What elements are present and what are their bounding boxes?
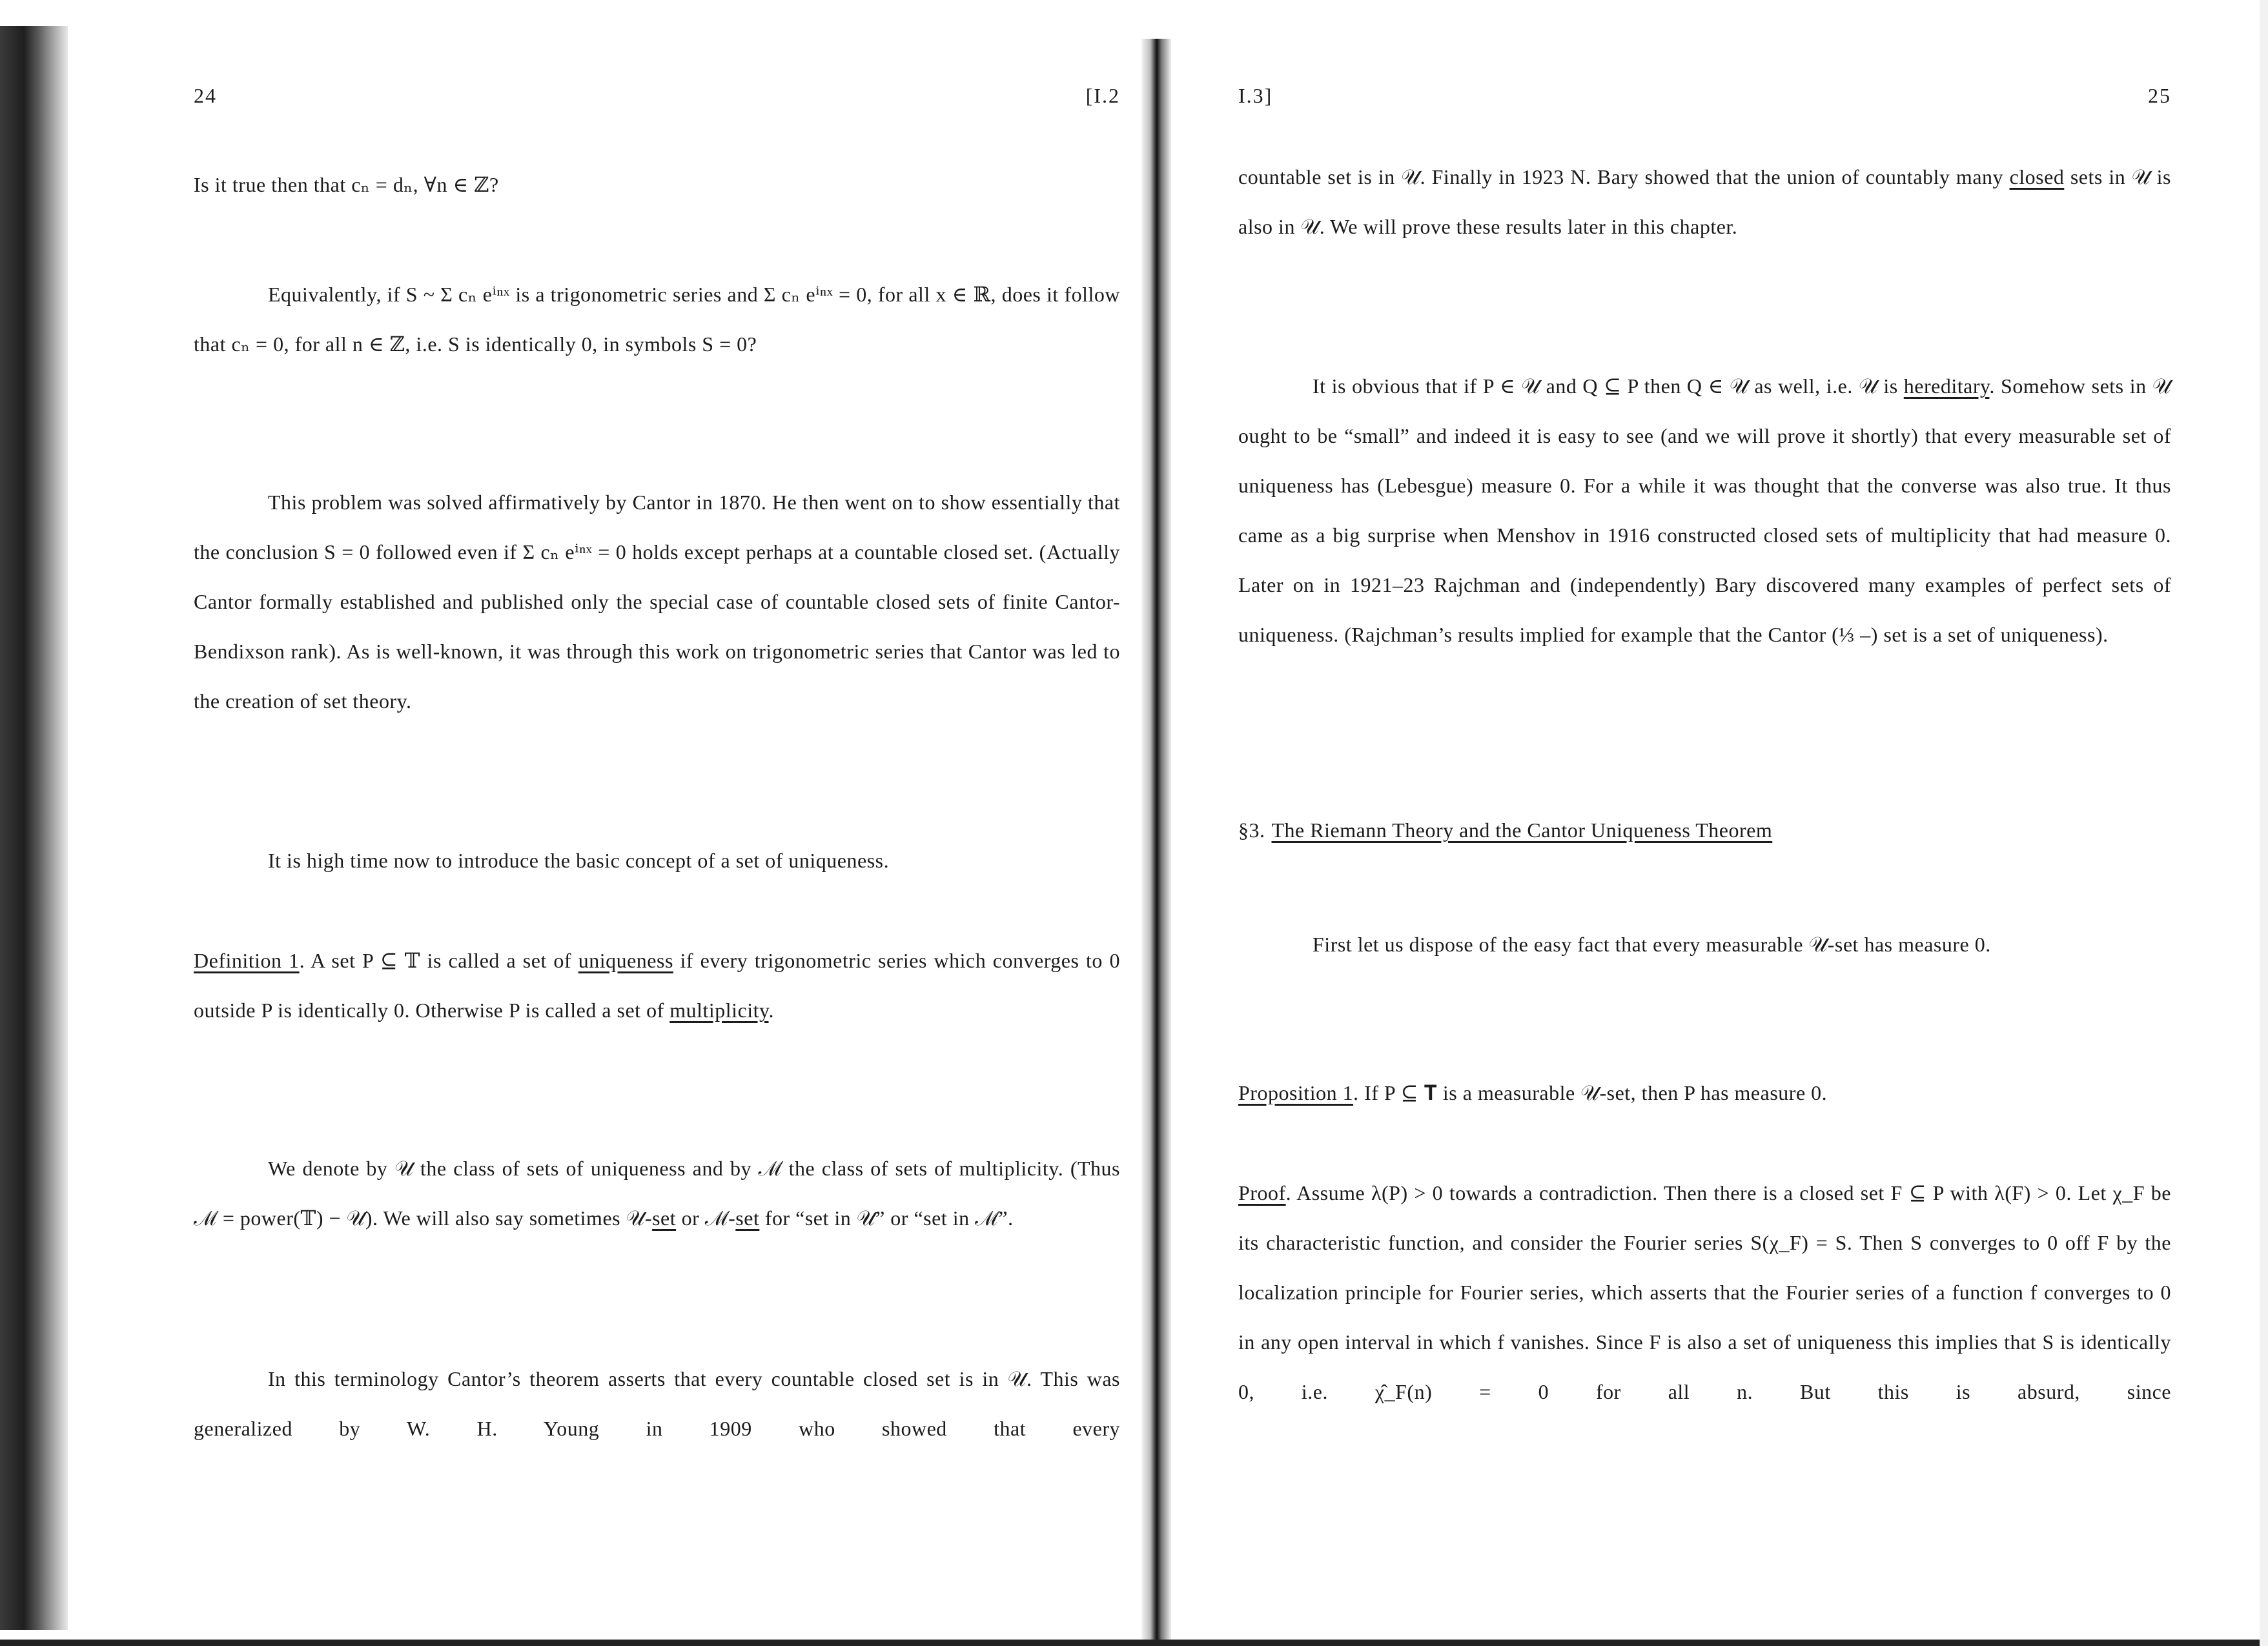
definition-label: Definition 1 — [194, 949, 300, 972]
term-m-set: set — [735, 1206, 760, 1230]
intro-paragraph: First let us dispose of the easy fact that every measurable 𝒰-set has measure 0. — [1313, 933, 1991, 956]
term-multiplicity: multiplicity — [669, 999, 769, 1022]
proof-label: Proof — [1238, 1181, 1286, 1204]
cantor-history-paragraph: This problem was solved affirmatively by Cantor in 1870. He then went on to show essentially that the conclusion S = 0 followed even if Σ cₙ eⁱⁿˣ = 0 holds except perhaps at a countable closed set. (Actually Cantor formally established and published only the special case of countable closed sets of finite Cantor-Bendixson rank). As is well-known, it was through this work on trigonometric series that Cantor was led to the creation of set theory. — [194, 491, 1120, 713]
young-paragraph: In this terminology Cantor’s theorem asserts that every countable closed set is in 𝒰. This was generalized by W. H. Young in 1909 who showed that every — [194, 1367, 1120, 1440]
term-hereditary: hereditary — [1903, 374, 1990, 398]
section-title: The Riemann Theory and the Cantor Uniqueness Theorem — [1271, 818, 1773, 842]
page-number: 25 — [2148, 84, 2171, 107]
running-section-marker: [I.2 — [1085, 84, 1120, 107]
term-uniqueness: uniqueness — [578, 949, 673, 972]
term-closed: closed — [2009, 165, 2065, 188]
scan-edge-right — [2260, 0, 2268, 1646]
question-paragraph: Is it true then that cₙ = dₙ, ∀n ∈ ℤ? — [194, 173, 499, 196]
section-heading — [1238, 818, 1772, 842]
notation-paragraph: We denote by 𝒰 the class of sets of uniqueness and by ℳ the class of sets of multiplicity. (Thus ℳ = power(𝕋) − 𝒰). We will also say sometimes 𝒰-set or ℳ-set for “set in 𝒰” or “set in ℳ”. — [194, 1157, 1120, 1230]
book-gutter — [1141, 39, 1171, 1640]
section-number: §3. — [1238, 818, 1265, 842]
equivalent-question-paragraph: Equivalently, if S ~ Σ cₙ eⁱⁿˣ is a trigonometric series and Σ cₙ eⁱⁿˣ = 0, for all x ∈ ℝ, does it follow that cₙ = 0, for all n ∈ ℤ, i.e. S is identically 0, in symbols S = 0? — [194, 283, 1120, 356]
term-u-set: set — [652, 1206, 677, 1230]
definition-paragraph: Definition 1. A set P ⊆ 𝕋 is called a set of uniqueness if every trigonometric series which converges to 0 outside P is identically 0. Otherwise P is called a set of multiplicity. — [194, 949, 1121, 1022]
page-number: 24 — [194, 84, 217, 107]
left-page — [194, 0, 1120, 1640]
proof-paragraph: Proof. Assume λ(P) > 0 towards a contradiction. Then there is a closed set F ⊆ P with λ(F) > 0. Let χ_F be its characteristic function, and consider the Fourier series S(χ_F) = S. Then S converges to 0 off F by the localization principle for Fourier series, which asserts that the Fourier series of a function f converges to 0 in any open interval in which f vanishes. Since F is also a set of uniqueness this implies that S is identically 0, i.e. χ̂_F(n) = 0 for all n. But this is absurd, since — [1238, 1181, 2171, 1403]
proposition-paragraph: Proposition 1. If P ⊆ 𝐓 is a measurable 𝒰-set, then P has measure 0. — [1238, 1081, 1828, 1104]
scan-shadow-left — [0, 26, 68, 1630]
running-section-marker: I.3] — [1238, 84, 1273, 107]
scan-edge-bottom — [0, 1640, 2268, 1646]
right-page — [1238, 0, 2171, 1640]
introduction-paragraph: It is high time now to introduce the basic concept of a set of uniqueness. — [268, 849, 890, 872]
proposition-label: Proposition 1 — [1238, 1081, 1354, 1104]
bary-paragraph: countable set is in 𝒰. Finally in 1923 N. Bary showed that the union of countably many closed sets in 𝒰 is also in 𝒰. We will prove these results later in this chapter. — [1238, 165, 2171, 238]
hereditary-paragraph: It is obvious that if P ∈ 𝒰 and Q ⊆ P then Q ∈ 𝒰 as well, i.e. 𝒰 is hereditary. Somehow sets in 𝒰 ought to be “small” and indeed it is easy to see (and we will prove it shortly) that every measurable set of uniqueness has (Lebesgue) measure 0. For a while it was thought that the converse was also true. It thus came as a big surprise when Menshov in 1916 constructed closed sets of multiplicity that had measure 0. Later on in 1921–23 Rajchman and (independently) Bary discovered many examples of perfect sets of uniqueness. (Rajchman’s results implied for example that the Cantor (⅓ –) set is a set of uniqueness). — [1238, 374, 2171, 646]
